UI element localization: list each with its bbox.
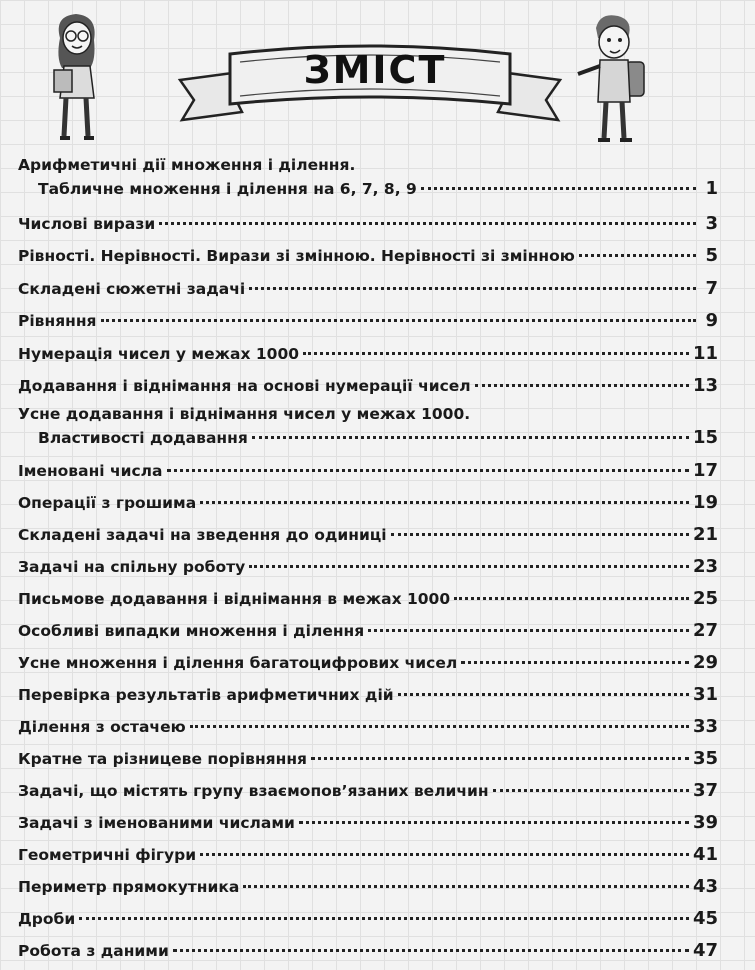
dot-leader [249, 271, 696, 290]
toc-entry[interactable] [18, 809, 718, 833]
toc-entry[interactable] [18, 681, 718, 705]
toc-entry-title: Ділення з остачею [18, 717, 186, 736]
toc-entry[interactable] [18, 210, 718, 234]
toc-entry[interactable] [18, 404, 718, 448]
dot-leader [398, 677, 689, 696]
toc-entry[interactable] [18, 617, 718, 641]
toc-entry-page: 13 [692, 374, 718, 396]
dot-leader [368, 613, 689, 632]
girl-illustration [40, 8, 115, 143]
toc-entry-page: 41 [692, 843, 718, 865]
dot-leader [167, 453, 689, 472]
toc-entry-title: Додавання і віднімання на основі нумерації чисел [18, 376, 471, 395]
toc-entry-title-line1: Арифметичні дії множення і ділення. [18, 156, 356, 174]
toc-entry[interactable] [18, 777, 718, 801]
toc-entry[interactable] [18, 275, 718, 299]
toc-entry-page: 37 [692, 779, 718, 801]
dot-leader [79, 901, 689, 920]
toc-entry-title: Нумерація чисел у межах 1000 [18, 344, 300, 363]
dot-leader [101, 303, 696, 322]
toc-entry-title: Рівності. Нерівності. Вирази зі змінною. Нерівності зі змінною [18, 246, 575, 265]
dot-leader [311, 741, 689, 760]
toc-entry-page: 17 [692, 459, 718, 481]
toc-entry[interactable] [18, 841, 718, 865]
toc-entry[interactable] [18, 521, 718, 545]
toc-entry-title: Геометричні фігури [18, 845, 197, 864]
boy-illustration [570, 10, 655, 145]
toc-entry-page: 15 [692, 426, 718, 448]
toc-entry-title: Властивості додавання [38, 428, 248, 447]
dot-leader [159, 206, 696, 225]
dot-leader [391, 517, 689, 536]
toc-entry[interactable] [18, 242, 718, 266]
toc-entry-title: Іменовані числа [18, 461, 163, 480]
dot-leader [249, 549, 689, 568]
toc-entry-title: Задачі з іменованими числами [18, 813, 295, 832]
dot-leader [454, 581, 689, 600]
toc-entry-title: Рівняння [18, 311, 97, 330]
toc-entry-title: Особливі випадки множення і ділення [18, 621, 365, 640]
toc-entry-page: 11 [692, 342, 718, 364]
toc-entry-title: Операції з грошима [18, 493, 197, 512]
toc-entry-page: 25 [692, 587, 718, 609]
toc-entry[interactable] [18, 873, 718, 897]
dot-leader [579, 238, 696, 257]
toc-entry[interactable] [18, 905, 718, 929]
toc-entry-title: Периметр прямокутника [18, 877, 240, 896]
toc-entry-page: 43 [692, 875, 718, 897]
toc-entry[interactable] [18, 155, 718, 199]
toc-entry-page: 9 [705, 309, 718, 331]
toc-entry-page: 21 [692, 523, 718, 545]
toc-entry[interactable] [18, 649, 718, 673]
dot-leader [252, 420, 689, 439]
toc-entry-page: 45 [692, 907, 718, 929]
toc-entry-title: Числові вирази [18, 214, 156, 233]
toc-entry-title: Перевірка результатів арифметичних дій [18, 685, 394, 704]
dot-leader [303, 336, 689, 355]
toc-entry-title: Усне множення і ділення багатоцифрових чисел [18, 653, 458, 672]
page-header [0, 0, 755, 150]
dot-leader [475, 368, 689, 387]
dot-leader [200, 837, 689, 856]
toc-entry[interactable] [18, 340, 718, 364]
toc-entry-title: Робота з даними [18, 941, 169, 960]
toc-entry-page: 31 [692, 683, 718, 705]
toc-entry[interactable] [18, 489, 718, 513]
toc-entry[interactable] [18, 307, 718, 331]
toc-entry[interactable] [18, 553, 718, 577]
toc-entry[interactable] [18, 713, 718, 737]
dot-leader [173, 933, 689, 952]
dot-leader [461, 645, 689, 664]
toc-entry-title: Складені сюжетні задачі [18, 279, 246, 298]
dot-leader [190, 709, 689, 728]
toc-entry-page: 23 [692, 555, 718, 577]
dot-leader [243, 869, 689, 888]
toc-entry-title-line1: Усне додавання і віднімання чисел у межах 1000. [18, 405, 471, 423]
toc-entry-title: Складені задачі на зведення до одиниці [18, 525, 387, 544]
toc-entry-page: 5 [705, 244, 718, 266]
dot-leader [299, 805, 689, 824]
toc-entry[interactable] [18, 745, 718, 769]
toc-entry-title: Кратне та різницеве порівняння [18, 749, 307, 768]
toc-entry[interactable] [18, 372, 718, 396]
toc-entry-title: Задачі, що містять групу взаємопов’язаних величин [18, 781, 489, 800]
toc-entry-page: 47 [692, 939, 718, 961]
toc-entry[interactable] [18, 457, 718, 481]
toc-entry-page: 3 [705, 212, 718, 234]
toc-entry-page: 33 [692, 715, 718, 737]
toc-entry-page: 29 [692, 651, 718, 673]
toc-entry-page: 39 [692, 811, 718, 833]
toc-entry-page: 1 [705, 177, 718, 199]
toc-entry-title: Письмове додавання і віднімання в межах 1000 [18, 589, 451, 608]
toc-entry-title: Дроби [18, 909, 76, 928]
toc-entry-page: 19 [692, 491, 718, 513]
toc-entry-page: 27 [692, 619, 718, 641]
dot-leader [421, 171, 696, 190]
dot-leader [493, 773, 689, 792]
toc-entry-title: Задачі на спільну роботу [18, 557, 246, 576]
page-title: ЗМІСТ [303, 48, 447, 92]
toc-entry-page: 7 [705, 277, 718, 299]
toc-entry-page: 35 [692, 747, 718, 769]
toc-entry[interactable] [18, 585, 718, 609]
toc-entry[interactable] [18, 937, 718, 961]
toc-entry-title: Табличне множення і ділення на 6, 7, 8, 9 [38, 179, 417, 198]
dot-leader [200, 485, 689, 504]
